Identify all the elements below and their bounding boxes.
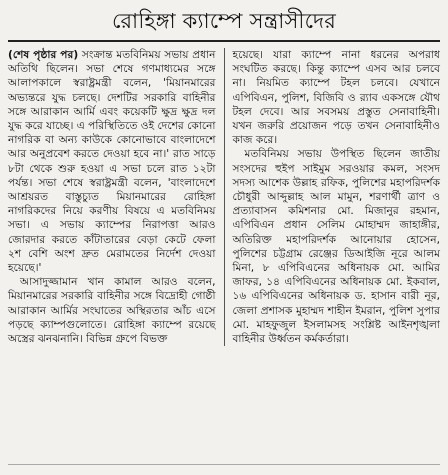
next-article-edge: [8, 464, 440, 473]
right-column: [233, 48, 441, 346]
left-paragraph-1: [8, 48, 216, 275]
left-paragraph-2: আসাদুজ্জামান খান কামাল আরও বলেন, মিয়ানমারের সরকারি বাহিনীর সঙ্গে বিদ্রোহী গোষ্ঠী আরাকান আর্মির সংঘাতের অস্থিরতার আঁচ এসে পড়ছে ক্যাম্পগুলোতে। রোহিঙ্গা ক্যাম্পে রয়েছে অস্ত্রের ঝনঝনানি। বিভিন্ন গ্রুপে বিভক্ত: [8, 276, 216, 346]
column-divider: [224, 48, 225, 346]
right-paragraph-2: মতবিনিময় সভায় উপস্থিত ছিলেন জাতীয় সংসদের হুইপ সাইমুম সরওয়ার কমল, সংসদ সদস্য আশেক উল্লাহ রফিক, পুলিশের মহাপরিদর্শক চৌধুরী আব্দুল্লাহ আল মামুন, শরণার্থী ত্রাণ ও প্রত্যাবাসন কমিশনার মো. মিজানুর রহমান, এপিবিএন প্রধান সেলিম মোহাম্মদ জাহাঙ্গীর, অতিরিক্ত মহাপরিদর্শক আনোয়ার হোসেন, পুলিশের চট্টগ্রাম রেঞ্জের ডিআইজি নূরে আলম মিনা, ৮ এপিবিএনের অধিনায়ক মো. আমির জাফর, ১৪ এপিবিএনের অধিনায়ক মো. ইকবাল, ১৬ এপিবিএনের অধিনায়ক ড. হাসান বারী নূর, জেলা প্রশাসক মুহাম্মদ শাহীন ইমরান, পুলিশ সুপার মো. মাহফুজুল ইসলামসহ সংশ্লিষ্ট আইনশৃঙ্খলা বাহিনীর উর্ধ্বতন কর্মকর্তারা।: [232, 148, 440, 346]
dateline: (শেষ পৃষ্ঠার পর): [8, 49, 79, 61]
headline-rule: [8, 40, 440, 42]
right-paragraph-1: হয়েছে। যারা ক্যাম্পে নানা ধরনের অপরাধ সংঘটিত করছে। কিন্তু ক্যাম্পে এসব আর চলবে না। নিয়মিত ক্যাম্পে টহল চলবে। যেখানে এপিবিএন, পুলিশ, বিজিবি ও র‍্যাব একসঙ্গে যৌথ টহল দেবে। আর সবসময় প্রস্তুত সেনাবাহিনী। যখন জরুরি প্রয়োজন পড়ে তখন সেনাবাহিনীও কাজ করে।: [232, 49, 440, 147]
left-column: [8, 48, 216, 346]
left-paragraph-1-text: সংক্রান্ত মতবিনিময় সভায় প্রধান অতিথি ছিলেন। সভা শেষে গণমাধ্যমের সঙ্গে আলাপকালে স্বরাষ্ট্রমন্ত্রী বলেন, 'মিয়ানমারের অভ্যন্তরে যুদ্ধ চলছে। দেশটির সরকারি বাহিনীর সঙ্গে আরাকান আর্মি এবং কয়েকটি ক্ষুদ্র ক্ষুদ্র দল যুদ্ধ করে যাচ্ছে। এ পরিস্থিতিতে ওই দেশের কোনো নাগরিক বা অন্য কাউকে কোনোভাবে বাংলাদেশে আর অনুপ্রবেশ করতে দেওয়া হবে না।' রাত সাড়ে ৮টা থেকে শুরু হওয়া এ সভা চলে রাত ১২টা পর্যন্ত। সভা শেষে স্বরাষ্ট্রমন্ত্রী বলেন, 'বাংলাদেশে আশ্রয়রত বাস্তুচ্যুত মিয়ানমারের রোহিঙ্গা নাগরিকদের নিয়ে করণীয় বিষয়ে এ মতবিনিময় সভা। এ সভায় ক্যাম্পের নিরাপত্তা আরও জোরদার করতে কাঁটাতারের বেড়া কেটে ফেলা ২শ বেশি অংশ দ্রুত মেরামতের নির্দেশ দেওয়া হয়েছে।': [8, 49, 216, 275]
article-body: [8, 48, 440, 346]
headline: রোহিঙ্গা ক্যাম্পে সন্ত্রাসীদের: [111, 9, 337, 33]
